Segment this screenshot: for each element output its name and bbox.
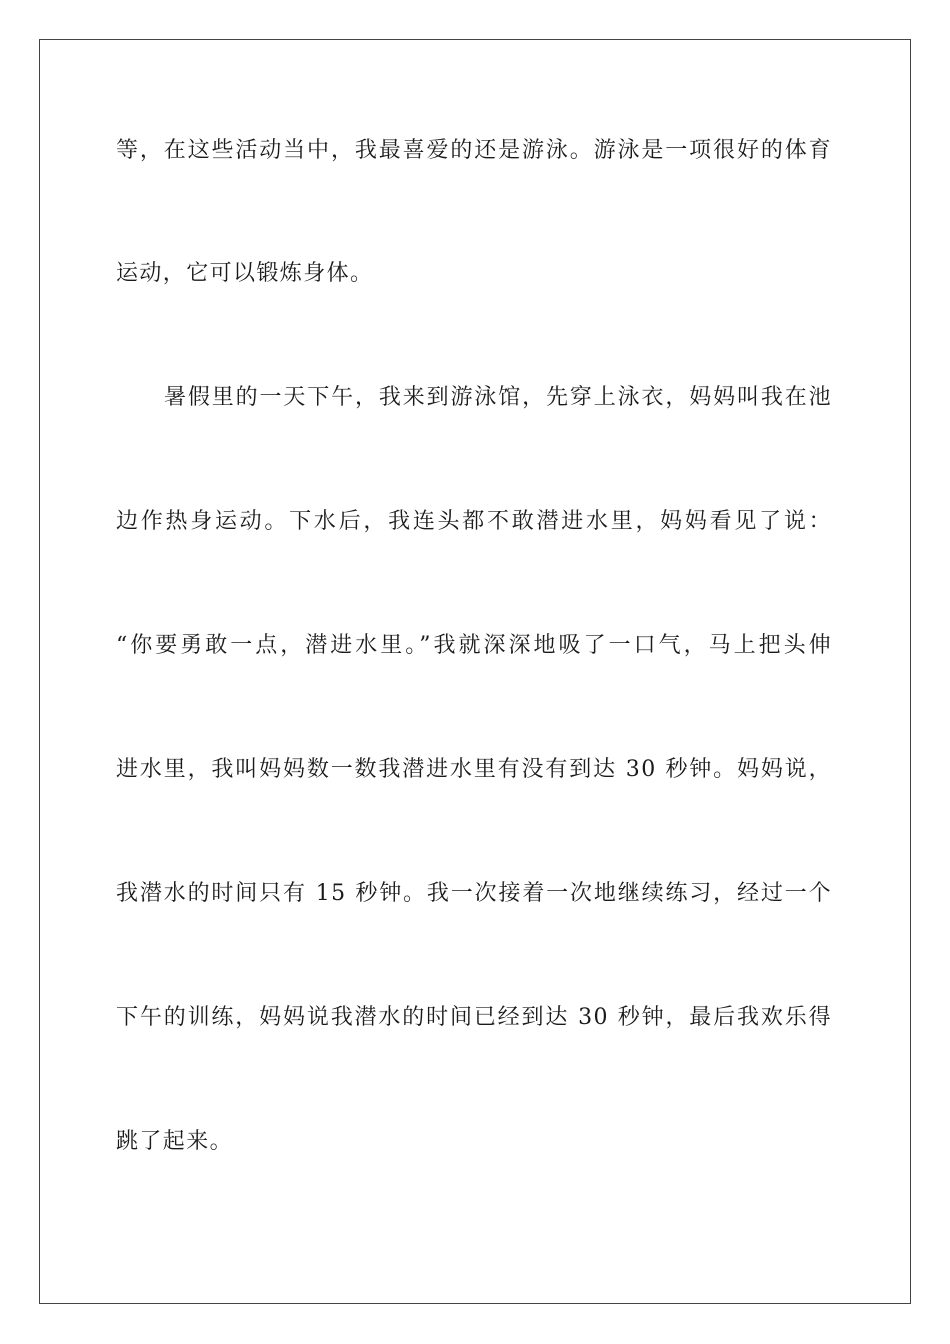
text-line: 边作热身运动。下水后，我连头都不敢潜进水里，妈妈看见了说： (116, 509, 832, 534)
text-line: 运动，它可以锻炼身体。 (116, 261, 374, 286)
text-line: 我潜水的时间只有 15 秒钟。我一次接着一次地继续练习，经过一个 (116, 881, 832, 906)
text-line: “你要勇敢一点，潜进水里。”我就深深地吸了一口气，马上把头伸 (116, 633, 832, 658)
text-line: 进水里，我叫妈妈数一数我潜进水里有没有到达 30 秒钟。妈妈说， (116, 757, 832, 782)
text-line: 下午的训练，妈妈说我潜水的时间已经到达 30 秒钟，最后我欢乐得 (116, 1005, 832, 1030)
page-border (39, 39, 911, 1304)
text-line: 等，在这些活动当中，我最喜爱的还是游泳。游泳是一项很好的体育 (116, 138, 832, 163)
text-line: 暑假里的一天下午，我来到游泳馆，先穿上泳衣，妈妈叫我在池 (164, 385, 832, 410)
text-line: 跳了起来。 (116, 1129, 234, 1154)
